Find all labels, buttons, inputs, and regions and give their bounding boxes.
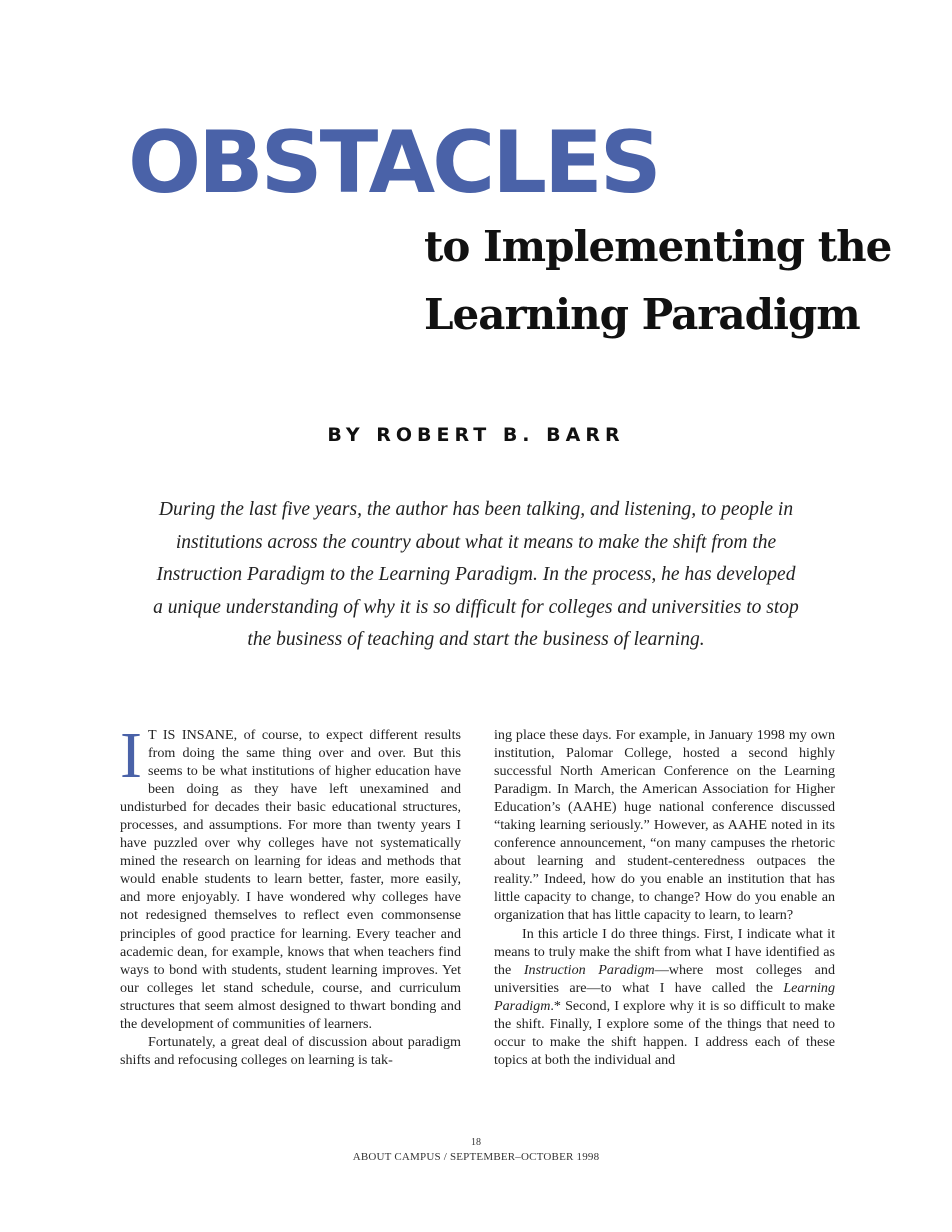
body-paragraph <box>120 719 461 1033</box>
paragraph-text: In this article I do three things. First, I indicate what it means to truly make the shift from what I have identified as the <box>494 925 835 978</box>
article-abstract: During the last five years, the author has been talking, and listening, to people in institutions across the country about what it means to make the shift from the Instruction Paradigm to the Learning Paradigm. In the process, he has developed a unique understanding of why it is so difficult for colleges and universities to stop the business of teaching and start the business of learning. <box>153 499 799 651</box>
article-title: OBSTACLES <box>128 113 659 213</box>
body-paragraph <box>494 925 835 1069</box>
emphasis-term: Instruction Paradigm <box>523 961 655 978</box>
body-paragraph: ing place these days. For example, in January 1998 my own institution, Palomar College, hosted a second highly successful North American Conference on the Learning Paradigm. In March, the American Association for Higher Education’s (AAHE) huge national conference discussed “taking learning seriously.” However, as AAHE noted in its conference announcement, “on many campuses the rhetoric about learning and student-centeredness outpaces the reality.” Indeed, how do you enable an institution that has little capacity to change, to change? How do you enable an organization that has little capacity to learn, to learn? <box>494 727 835 924</box>
article-subtitle-line-1: to Implementing the <box>424 222 892 271</box>
paragraph-text: —where most colleges and universities are—to what I have called the <box>494 961 835 996</box>
article-subtitle-line-2: Learning Paradigm <box>424 290 860 339</box>
drop-cap: I <box>120 719 142 792</box>
publication-footer: ABOUT CAMPUS / SEPTEMBER–OCTOBER 1998 <box>352 1151 600 1163</box>
body-paragraph: Fortunately, a great deal of discussion about paradigm shifts and refocusing colleges on learning is tak- <box>120 1033 461 1068</box>
paragraph-text: .* Second, I explore why it is so difficult to make the shift. Finally, I explore some of the things that need to occur to make the shift happen. I address each of these topics at both the individual and <box>494 997 835 1068</box>
page-number: 18 <box>471 1137 481 1148</box>
paragraph-text: T IS INSANE, of course, to expect different results from doing the same thing over and over. But this seems to be what institutions of higher education have been doing as they have left unexamined and undisturbed for decades their basic educational structures, processes, and assumptions. For more than twenty years I have puzzled over why colleges have not systematically mined the research on learning for ideas and methods that would enable students to learn better, faster, more easily, and more enjoyably. I have wondered why colleges have not redesigned themselves to reflect even commonsense principles of good practice for learning. Every teacher and academic dean, for example, knows that when teachers find ways to bond with students, student learning improves. Yet our colleges let stand schedule, course, and curriculum structures that seem almost designed to thwart bonding and the development of communities of learners. <box>120 727 461 1032</box>
body-column-left <box>120 719 461 1069</box>
body-column-right <box>494 726 835 1069</box>
author-byline: BY ROBERT B. BARR <box>327 424 625 446</box>
emphasis-term: Learning Paradigm <box>494 979 835 1014</box>
